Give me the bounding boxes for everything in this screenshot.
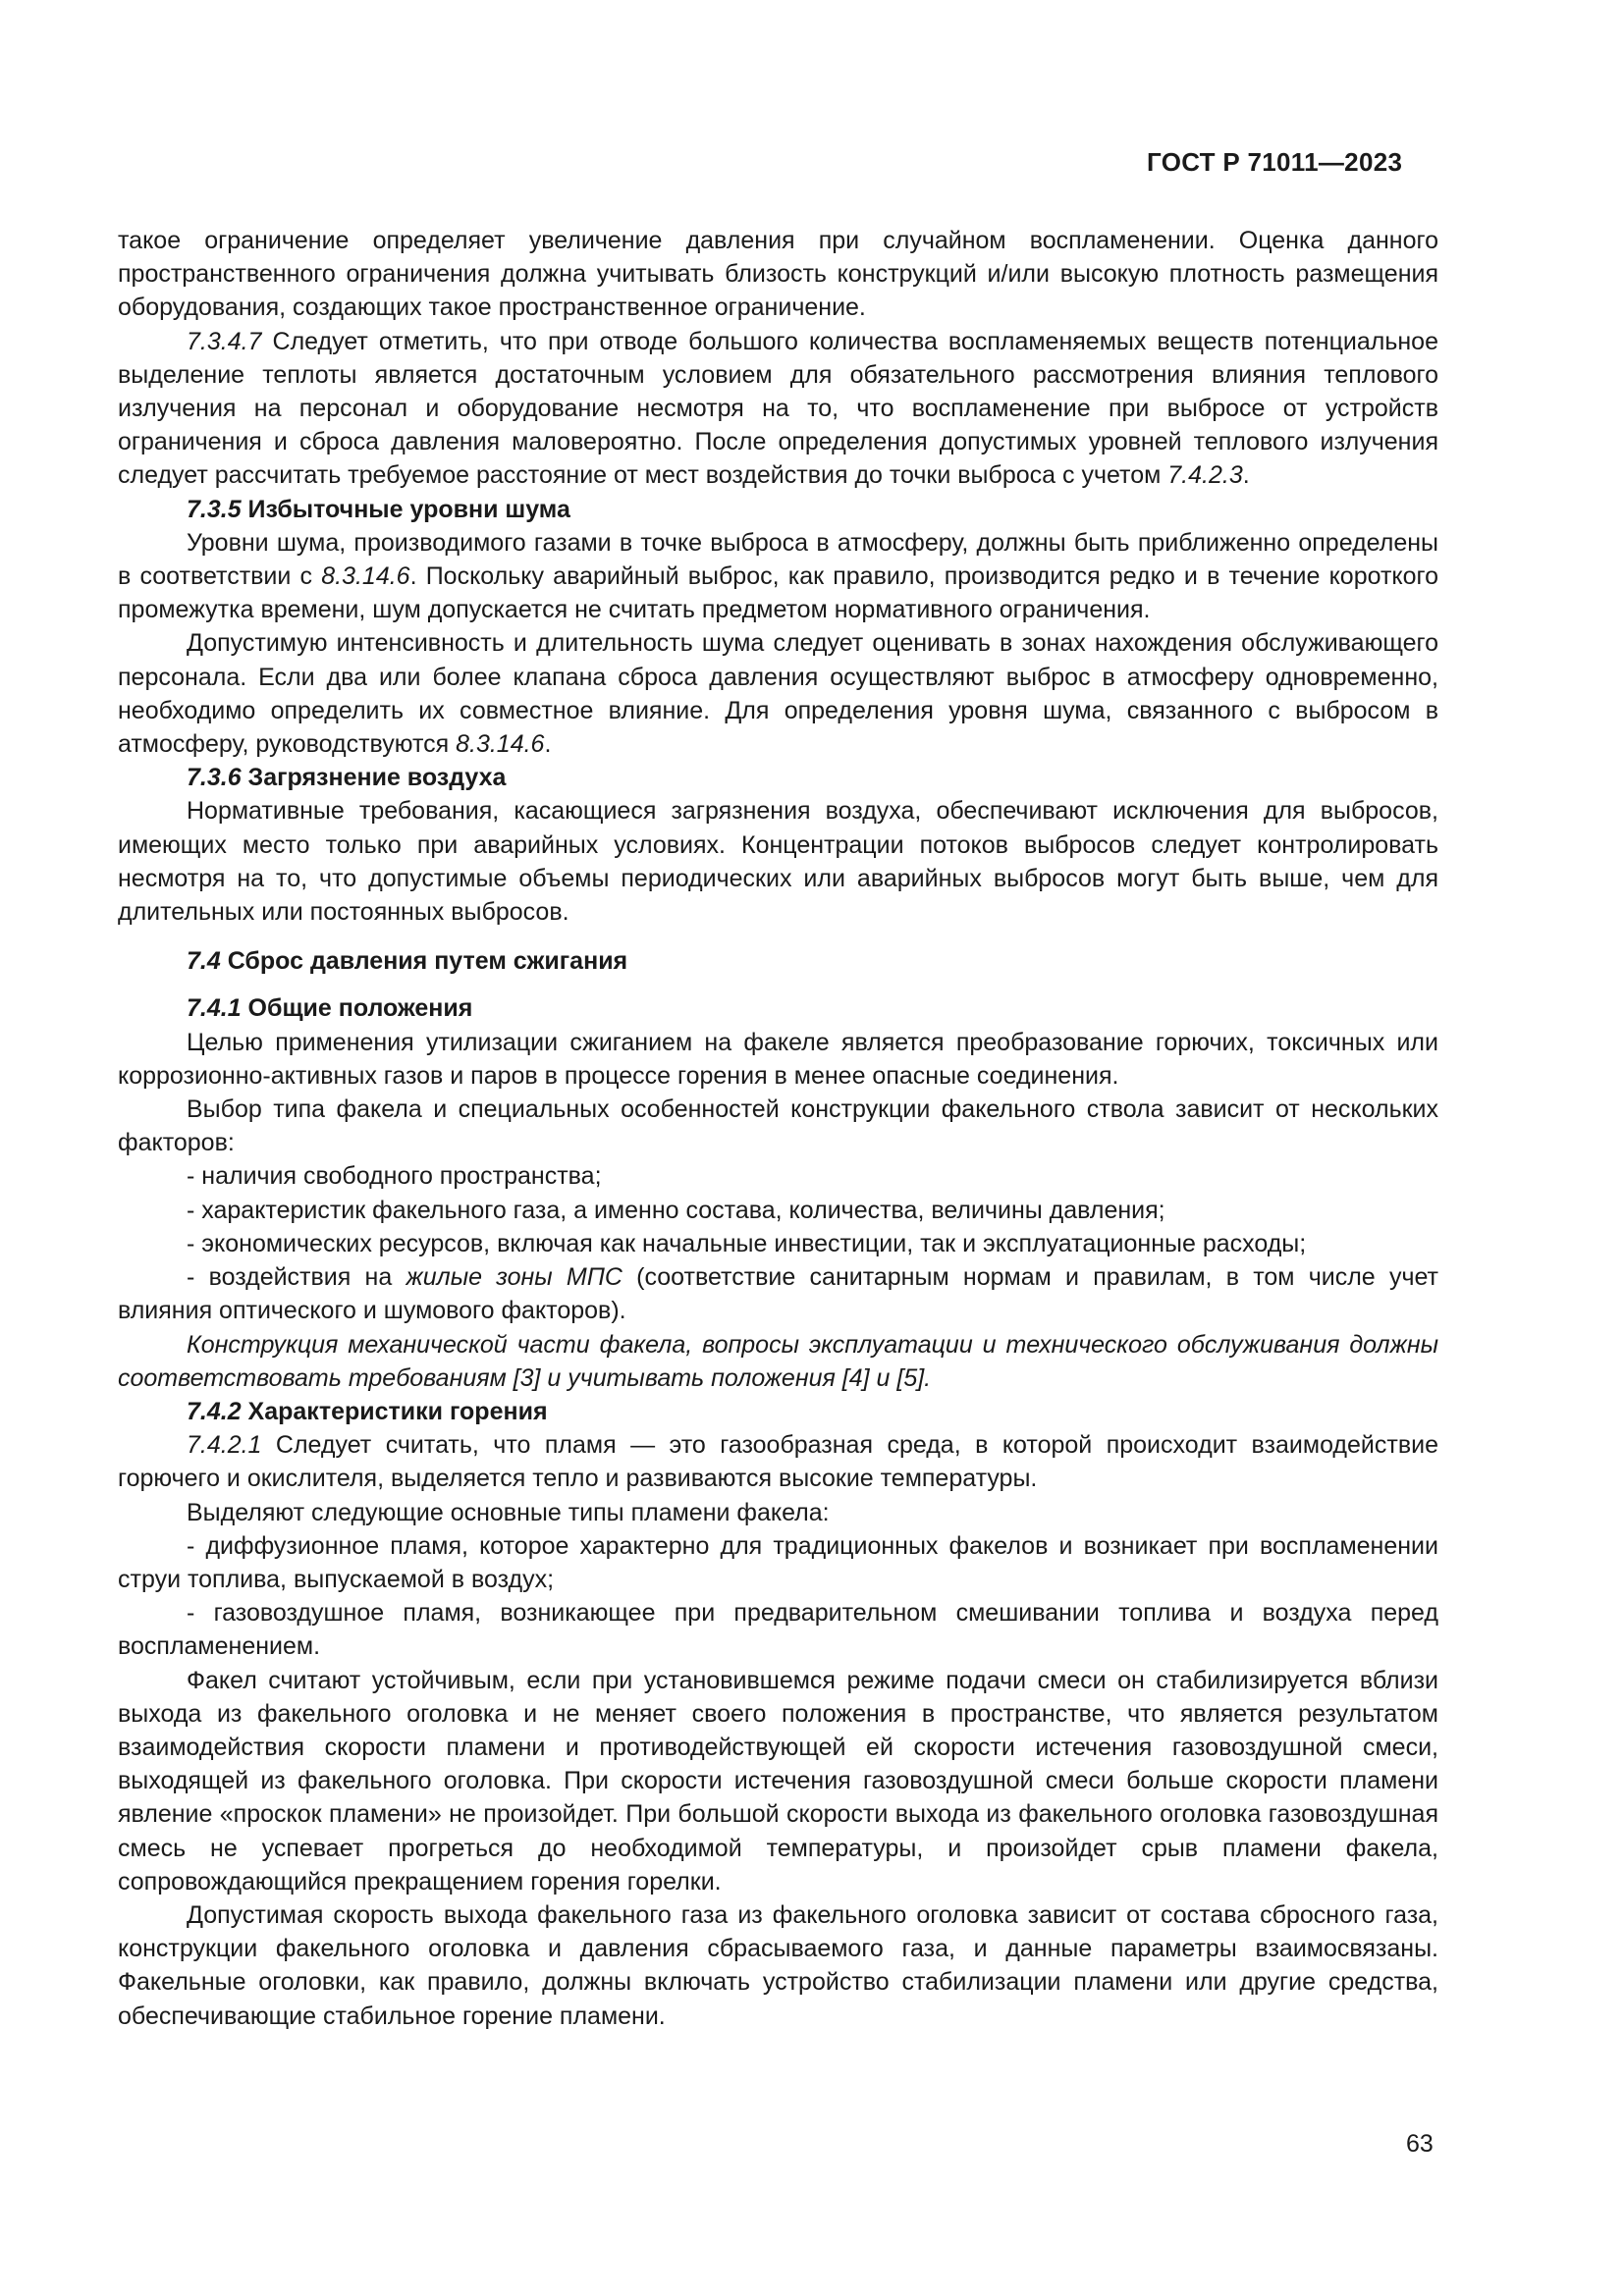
standard-designation: ГОСТ Р 71011—2023 <box>1147 147 1403 177</box>
heading-number: 7.3.5 <box>187 495 242 523</box>
paragraph-mechanical-design: Конструкция механической части факела, вопросы эксплуатации и технического обслуживания должны соответствовать требованиям [3] и учитывать положения [4] и [5]. <box>118 1330 1438 1392</box>
clause-reference: 7.4.2.3 <box>1167 461 1243 490</box>
paragraph-noise-levels: Уровни шума, производимого газами в точке выброса в атмосферу, должны быть приближенно определены в соответствии с 8.3.14.6. Поскольку аварийный выброс, как правило, производится редко и в течение короткого промежутка времени, шум допускается не считать предметом нормативного ограничения. <box>118 528 1438 624</box>
paragraph-noise-intensity: Допустимую интенсивность и длительность шума следует оценивать в зонах нахождения обслуживающего персонала. Если два или более клапана сброса давления осуществляют выброс в атмосферу одновременно, необходимо определить их совместное влияние. Для определения уровня шума, связанного с выбросом в атмосферу, руководствуются 8.3.14.6. <box>118 629 1438 759</box>
paragraph-flare-purpose: Целью применения утилизации сжиганием на факеле является преобразование горючих, токсичных или коррозионно-активных газов и паров в процессе горения в менее опасные соединения. <box>118 1028 1438 1090</box>
clause-number: 7.4.2.1 <box>187 1431 262 1460</box>
page-number: 63 <box>1406 2130 1434 2158</box>
clause-reference: 8.3.14.6 <box>321 562 410 591</box>
paragraph-7-4-2-1: 7.4.2.1 Следует считать, что пламя — это газообразная среда, в которой происходит взаимодействие горючего и окислителя, выделяется тепло и развиваются высокие температуры. <box>118 1431 1438 1493</box>
paragraph-air-pollution: Нормативные требования, касающиеся загрязнения воздуха, обеспечивают исключения для выбросов, имеющих место только при аварийных условиях. Концентрации потоков выбросов следует контролировать несмотря на то, что допустимые объемы периодических или аварийных выбросов могут быть выше, чем для длительных или постоянных выбросов. <box>118 797 1438 927</box>
paragraph-flare-stability: Факел считают устойчивым, если при установившемся режиме подачи смеси он стабилизируется вблизи выхода из факельного оголовка и не меняет своего положения в пространстве, что является результатом взаимодействия скорости пламени и противодействующей ей скорости истечения газовоздушной смеси, выходящей из факельного оголовка. При скорости истечения газовоздушной смеси больше скорости пламени явление «проскок пламени» не произойдет. При большой скорости выхода из факельного оголовка газовоздушная смесь не успевает прогреться до необходимой температуры, и произойдет срыв пламени факела, сопровождающийся прекращением горения горелки. <box>118 1666 1438 1896</box>
heading-7-3-6: 7.3.6 Загрязнение воздуха <box>187 764 507 792</box>
list-item: - воздействия на жилые зоны МПС (соответствие санитарным нормам и правилам, в том числе учет влияния оптического и шумового факторов). <box>118 1263 1438 1325</box>
list-item: - газовоздушное пламя, возникающее при предварительном смешивании топлива и воздуха перед воспламенением. <box>118 1599 1438 1661</box>
list-item: - характеристик факельного газа, а именно состава, количества, величины давления; <box>187 1196 1165 1224</box>
paragraph-continuation: такое ограничение определяет увеличение давления при случайном воспламенении. Оценка данного пространственного ограничения должна учитывать близость конструкций и/или высокую плотность размещения оборудования, создающих такое пространственное ограничение. <box>118 227 1438 322</box>
paragraph-flame-types: Выделяют следующие основные типы пламени факела: <box>187 1498 830 1526</box>
list-item: - экономических ресурсов, включая как начальные инвестиции, так и эксплуатационные расходы; <box>187 1229 1307 1257</box>
heading-number: 7.4.1 <box>187 994 242 1023</box>
list-item: - наличия свободного пространства; <box>187 1162 602 1191</box>
heading-7-4: 7.4 Сброс давления путем сжигания <box>187 947 628 976</box>
heading-7-4-1: 7.4.1 Общие положения <box>187 994 473 1023</box>
paragraph-flare-type-choice: Выбор типа факела и специальных особенностей конструкции факельного ствола зависит от нескольких факторов: <box>118 1095 1438 1157</box>
emphasis-term: жилые зоны МПС <box>406 1263 623 1292</box>
heading-number: 7.4 <box>187 947 221 976</box>
clause-reference: 8.3.14.6 <box>456 730 545 759</box>
heading-number: 7.4.2 <box>187 1397 242 1425</box>
clause-number: 7.3.4.7 <box>187 327 262 355</box>
paragraph-exit-velocity: Допустимая скорость выхода факельного газа из факельного оголовка зависит от состава сбросного газа, конструкции факельного оголовка и давления сбрасываемого газа, и данные параметры взаимосвязаны. Факельные оголовки, как правило, должны включать устройство стабилизации пламени или другие средства, обеспечивающие стабильное горение пламени. <box>118 1900 1438 2030</box>
heading-7-3-5: 7.3.5 Избыточные уровни шума <box>187 495 570 523</box>
page-body <box>118 224 1438 2033</box>
paragraph-7-3-4-7: 7.3.4.7 Следует отметить, что при отводе большого количества воспламеняемых веществ потенциальное выделение теплоты является достаточным условием для обязательного рассмотрения влияния теплового излучения на персонал и оборудование несмотря на то, что воспламенение при выбросе от устройств ограничения и сброса давления маловероятно. После определения допустимых уровней теплового излучения следует рассчитать требуемое расстояние от мест воздействия до точки выброса с учетом 7.4.2.3. <box>118 327 1438 490</box>
heading-7-4-2: 7.4.2 Характеристики горения <box>187 1397 548 1425</box>
list-item: - диффузионное пламя, которое характерно для традиционных факелов и возникает при воспламенении струи топлива, выпускаемой в воздух; <box>118 1531 1438 1593</box>
heading-number: 7.3.6 <box>187 764 242 792</box>
